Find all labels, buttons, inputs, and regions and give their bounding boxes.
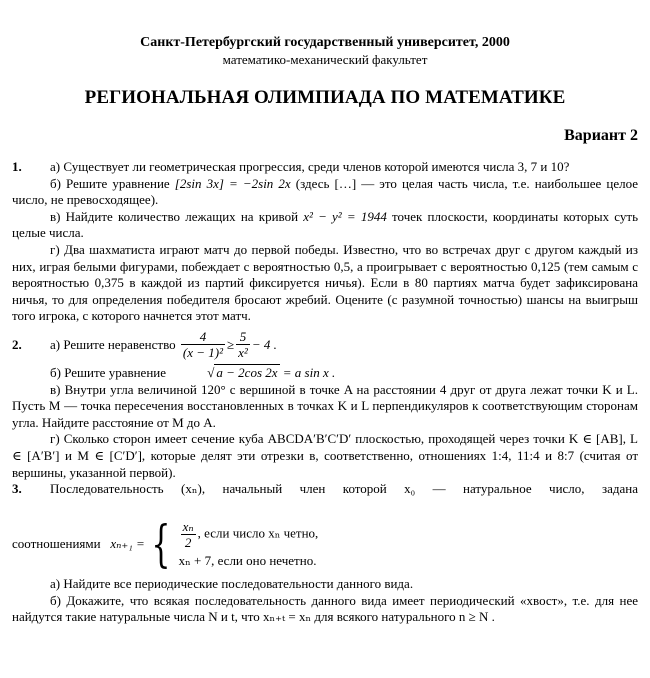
equation-1b: [2sin 3x] = −2sin 2x <box>174 175 291 191</box>
problem-2c: в) Внутри угла величиной 120° с вершиной в точке A на расстоянии 4 друг от друга лежат точки K и L. Пусть M — точка пересечения восстановленных в точках K и L перпендикуляров к соответствующим сторонам угла. Найдите расстояние от M до A. <box>12 381 638 430</box>
faculty-line: математико-механический факультет <box>222 52 428 67</box>
fraction-2: $\frac{5}{\text{x²}}$ <box>238 329 248 361</box>
problem-3b: б) Докажите, что всякая последовательность данного вида имеет периодический «хвост», т.е. для нее найдутся такие натуральные числа N и t, что xₙ₊ₜ = xₙ для всякого натурального n ≥ N . <box>12 592 638 625</box>
fraction-1: $\frac{4}{\text{(x − 1)²}}$ <box>182 329 223 361</box>
problem-2b: б) Решите уравнение √ a − 2cos 2x = a sin x . <box>50 364 336 380</box>
problem-1b: б) Решите уравнение [2sin 3x] = −2sin 2x (здесь […] — это целая часть числа, т.е. наибольшее целое число, не превосходящее). <box>12 175 639 208</box>
problem-1c: в) Найдите количество лежащих на кривой x² − y² = 1944 точек плоскости, координаты которых суть целые числа. <box>12 208 639 241</box>
sqrt-expression: √ a − 2cos 2x <box>207 364 278 380</box>
variant-label: Вариант 2 <box>564 127 638 144</box>
problem-2d: г) Сколько сторон имеет сечение куба ABCDA′B′C′D′ плоскостью, проходящей через точки K ∈ [AB], L ∈ [A′B′] и M ∈ [C′D′], которые делят эти отрезки в, соответственно, отношениях 1:4, 11:4 и 8:7 (считая от вершины, указанной первой). <box>12 431 638 480</box>
case-odd: xₙ + 7, если оно нечетно. <box>178 552 317 568</box>
problem-1a: 1. а) Существует ли геометрическая прогрессия, среди членов которой имеются числа 3, 7 и 10? <box>12 159 570 174</box>
problem-3-number: 3. <box>12 481 22 497</box>
recurrence-cases <box>179 519 319 569</box>
case-even: $\frac{\text{xₙ}}{2}$ , если число xₙ четно, <box>182 519 319 551</box>
equation-1c: x² − y² = 1944 <box>303 208 387 224</box>
problems <box>12 159 638 626</box>
problem-1d: г) Два шахматиста играют матч до первой победы. Известно, что во встречах друг с другом каждый из них, играя белыми фигурами, побеждает с вероятностью 0,5, а проигрывает с вероятностью 0,125 (тем самым с вероятностью 0,375 в каждой из партий фиксируется ничья). Если в 80 партиях матча будет зафиксирована ничья, то для определения победителя бросают жребий. Оцените (с разумной точностью) шансы на выигрыш того игрока, с которого начнется этот матч. <box>12 241 638 324</box>
brace-icon: { <box>151 515 171 574</box>
recurrence-system: соотношениями xₙ₊₁ = { $\frac{\text{xₙ}}{2}$ , если число xₙ четно, xₙ + 7, если оно нечетно. <box>12 515 319 574</box>
problem-1-number: 1. <box>12 159 22 174</box>
page-title: РЕГИОНАЛЬНАЯ ОЛИМПИАДА ПО МАТЕМАТИКЕ <box>84 87 566 108</box>
problem-3a: а) Найдите все периодические последовательности данного вида. <box>50 576 414 592</box>
problem-3-intro: 3. Последовательность (xₙ), начальный член которой x₀ — натуральное число, задана <box>12 481 638 497</box>
problem-2a: 2. а) Решите неравенство $\frac{4}{\text{(x − 1)²}}$ ≥ $\frac{5}{\text{x²}}$ − 4 . <box>12 329 277 361</box>
problem-2-number: 2. <box>12 336 22 352</box>
university-header: Санкт-Петербургский государственный университет, 2000 <box>140 35 510 50</box>
